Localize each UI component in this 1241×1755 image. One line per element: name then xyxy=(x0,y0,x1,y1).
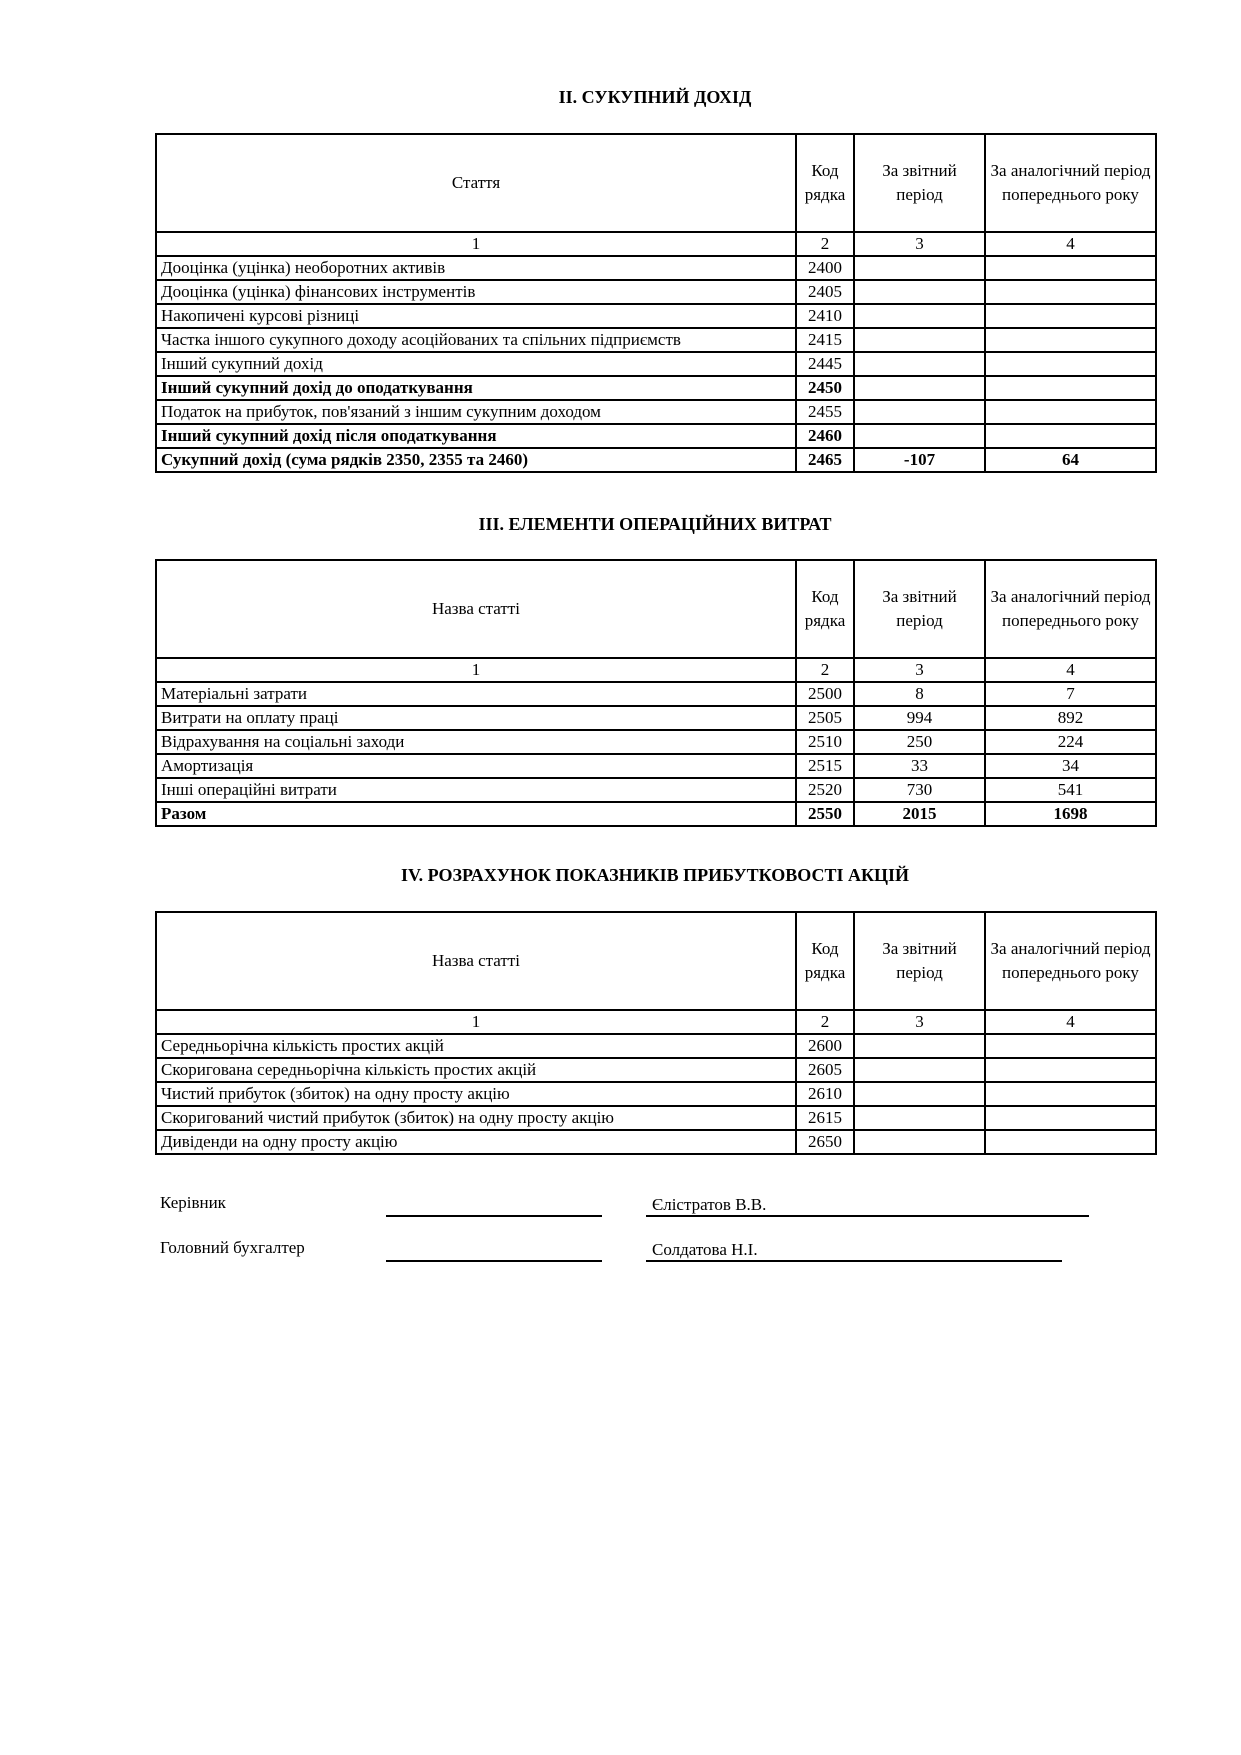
table-header-row xyxy=(156,134,1156,232)
column-number: 2 xyxy=(796,658,854,682)
row-label: Відрахування на соціальні заходи xyxy=(156,730,796,754)
row-current-value xyxy=(854,1058,985,1082)
table-row xyxy=(156,802,1156,826)
row-code: 2405 xyxy=(796,280,854,304)
row-previous-value xyxy=(985,376,1156,400)
row-label: Інші операційні витрати xyxy=(156,778,796,802)
row-label: Чистий прибуток (збиток) на одну просту акцію xyxy=(156,1082,796,1106)
table-row xyxy=(156,706,1156,730)
header-code: Код рядка xyxy=(796,134,854,232)
row-current-value: 250 xyxy=(854,730,985,754)
accountant-label: Головний бухгалтер xyxy=(160,1238,305,1257)
row-label: Інший сукупний дохід після оподаткування xyxy=(156,424,796,448)
header-current-period: За звітний період xyxy=(854,912,985,1010)
row-label: Амортизація xyxy=(156,754,796,778)
row-previous-value xyxy=(985,400,1156,424)
row-current-value: 994 xyxy=(854,706,985,730)
table-row xyxy=(156,304,1156,328)
row-previous-value xyxy=(985,1034,1156,1058)
column-number: 3 xyxy=(854,1010,985,1034)
director-name-line xyxy=(646,1215,1089,1217)
row-code: 2415 xyxy=(796,328,854,352)
table-row xyxy=(156,448,1156,472)
row-label: Середньорічна кількість простих акцій xyxy=(156,1034,796,1058)
row-current-value xyxy=(854,1106,985,1130)
row-current-value xyxy=(854,376,985,400)
row-previous-value: 1698 xyxy=(985,802,1156,826)
row-current-value: 8 xyxy=(854,682,985,706)
column-numbers-row xyxy=(156,1010,1156,1034)
header-previous-period: За аналогічний період попереднього року xyxy=(985,912,1156,1010)
row-code: 2605 xyxy=(796,1058,854,1082)
row-label: Сукупний дохід (сума рядків 2350, 2355 та 2460) xyxy=(156,448,796,472)
header-article: Стаття xyxy=(156,134,796,232)
row-previous-value: 224 xyxy=(985,730,1156,754)
column-number: 3 xyxy=(854,658,985,682)
table-row xyxy=(156,778,1156,802)
column-number: 2 xyxy=(796,232,854,256)
row-previous-value xyxy=(985,424,1156,448)
table-row xyxy=(156,1082,1156,1106)
row-label: Частка іншого сукупного доходу асоційованих та спільних підприємств xyxy=(156,328,796,352)
section3-table xyxy=(155,559,1157,827)
column-number: 1 xyxy=(156,1010,796,1034)
row-previous-value xyxy=(985,280,1156,304)
row-current-value xyxy=(854,424,985,448)
row-code: 2465 xyxy=(796,448,854,472)
column-number: 1 xyxy=(156,658,796,682)
header-article: Назва статті xyxy=(156,560,796,658)
column-numbers-row xyxy=(156,232,1156,256)
row-current-value xyxy=(854,1082,985,1106)
row-label: Разом xyxy=(156,802,796,826)
section4-table xyxy=(155,911,1157,1155)
row-label: Скоригований чистий прибуток (збиток) на одну просту акцію xyxy=(156,1106,796,1130)
table-row xyxy=(156,1058,1156,1082)
row-current-value xyxy=(854,352,985,376)
table-row xyxy=(156,1130,1156,1154)
accountant-name: Солдатова Н.І. xyxy=(652,1240,758,1259)
table-row xyxy=(156,352,1156,376)
header-previous-period: За аналогічний період попереднього року xyxy=(985,134,1156,232)
row-previous-value xyxy=(985,1130,1156,1154)
row-code: 2500 xyxy=(796,682,854,706)
row-current-value xyxy=(854,1034,985,1058)
table-row xyxy=(156,256,1156,280)
director-label: Керівник xyxy=(160,1193,226,1212)
row-label: Дооцінка (уцінка) фінансових інструментів xyxy=(156,280,796,304)
column-number: 2 xyxy=(796,1010,854,1034)
header-current-period: За звітний період xyxy=(854,134,985,232)
row-previous-value: 64 xyxy=(985,448,1156,472)
row-label: Скоригована середньорічна кількість простих акцій xyxy=(156,1058,796,1082)
row-previous-value xyxy=(985,1106,1156,1130)
row-code: 2600 xyxy=(796,1034,854,1058)
row-current-value: -107 xyxy=(854,448,985,472)
row-code: 2510 xyxy=(796,730,854,754)
column-number: 4 xyxy=(985,232,1156,256)
row-label: Інший сукупний дохід xyxy=(156,352,796,376)
row-previous-value xyxy=(985,1058,1156,1082)
row-code: 2650 xyxy=(796,1130,854,1154)
column-number: 4 xyxy=(985,1010,1156,1034)
table-header-row xyxy=(156,912,1156,1010)
row-label: Витрати на оплату праці xyxy=(156,706,796,730)
column-number: 1 xyxy=(156,232,796,256)
header-article: Назва статті xyxy=(156,912,796,1010)
table-row xyxy=(156,1106,1156,1130)
header-code: Код рядка xyxy=(796,560,854,658)
row-code: 2400 xyxy=(796,256,854,280)
column-numbers-row xyxy=(156,658,1156,682)
row-code: 2460 xyxy=(796,424,854,448)
table-row xyxy=(156,328,1156,352)
row-current-value xyxy=(854,1130,985,1154)
column-number: 4 xyxy=(985,658,1156,682)
row-current-value xyxy=(854,400,985,424)
row-previous-value: 7 xyxy=(985,682,1156,706)
table-row xyxy=(156,400,1156,424)
section2-title: II. СУКУПНИЙ ДОХІД xyxy=(558,87,752,107)
table-row xyxy=(156,280,1156,304)
row-previous-value xyxy=(985,352,1156,376)
row-code: 2410 xyxy=(796,304,854,328)
table-row xyxy=(156,682,1156,706)
row-label: Матеріальні затрати xyxy=(156,682,796,706)
section3-title: III. ЕЛЕМЕНТИ ОПЕРАЦІЙНИХ ВИТРАТ xyxy=(478,514,832,534)
table-row xyxy=(156,730,1156,754)
director-name: Єлістратов В.В. xyxy=(652,1195,767,1214)
row-code: 2450 xyxy=(796,376,854,400)
row-previous-value: 541 xyxy=(985,778,1156,802)
row-code: 2550 xyxy=(796,802,854,826)
row-label: Накопичені курсові різниці xyxy=(156,304,796,328)
header-code: Код рядка xyxy=(796,912,854,1010)
header-previous-period: За аналогічний період попереднього року xyxy=(985,560,1156,658)
row-current-value: 33 xyxy=(854,754,985,778)
table-row xyxy=(156,754,1156,778)
table-header-row xyxy=(156,560,1156,658)
table-row xyxy=(156,1034,1156,1058)
row-label: Дивіденди на одну просту акцію xyxy=(156,1130,796,1154)
section4-title: IV. РОЗРАХУНОК ПОКАЗНИКІВ ПРИБУТКОВОСТІ АКЦІЙ xyxy=(400,865,910,885)
accountant-signature-line xyxy=(386,1260,602,1262)
section2-table xyxy=(155,133,1157,473)
row-code: 2455 xyxy=(796,400,854,424)
row-code: 2615 xyxy=(796,1106,854,1130)
row-previous-value xyxy=(985,256,1156,280)
row-current-value xyxy=(854,328,985,352)
row-previous-value: 892 xyxy=(985,706,1156,730)
row-code: 2515 xyxy=(796,754,854,778)
row-code: 2445 xyxy=(796,352,854,376)
table-row xyxy=(156,376,1156,400)
row-previous-value: 34 xyxy=(985,754,1156,778)
row-current-value xyxy=(854,304,985,328)
row-previous-value xyxy=(985,304,1156,328)
row-current-value: 730 xyxy=(854,778,985,802)
row-current-value: 2015 xyxy=(854,802,985,826)
row-previous-value xyxy=(985,328,1156,352)
row-label: Дооцінка (уцінка) необоротних активів xyxy=(156,256,796,280)
row-code: 2610 xyxy=(796,1082,854,1106)
row-label: Інший сукупний дохід до оподаткування xyxy=(156,376,796,400)
row-current-value xyxy=(854,280,985,304)
row-previous-value xyxy=(985,1082,1156,1106)
row-current-value xyxy=(854,256,985,280)
header-current-period: За звітний період xyxy=(854,560,985,658)
row-code: 2520 xyxy=(796,778,854,802)
column-number: 3 xyxy=(854,232,985,256)
accountant-name-line xyxy=(646,1260,1062,1262)
row-code: 2505 xyxy=(796,706,854,730)
table-row xyxy=(156,424,1156,448)
row-label: Податок на прибуток, пов'язаний з іншим сукупним доходом xyxy=(156,400,796,424)
director-signature-line xyxy=(386,1215,602,1217)
